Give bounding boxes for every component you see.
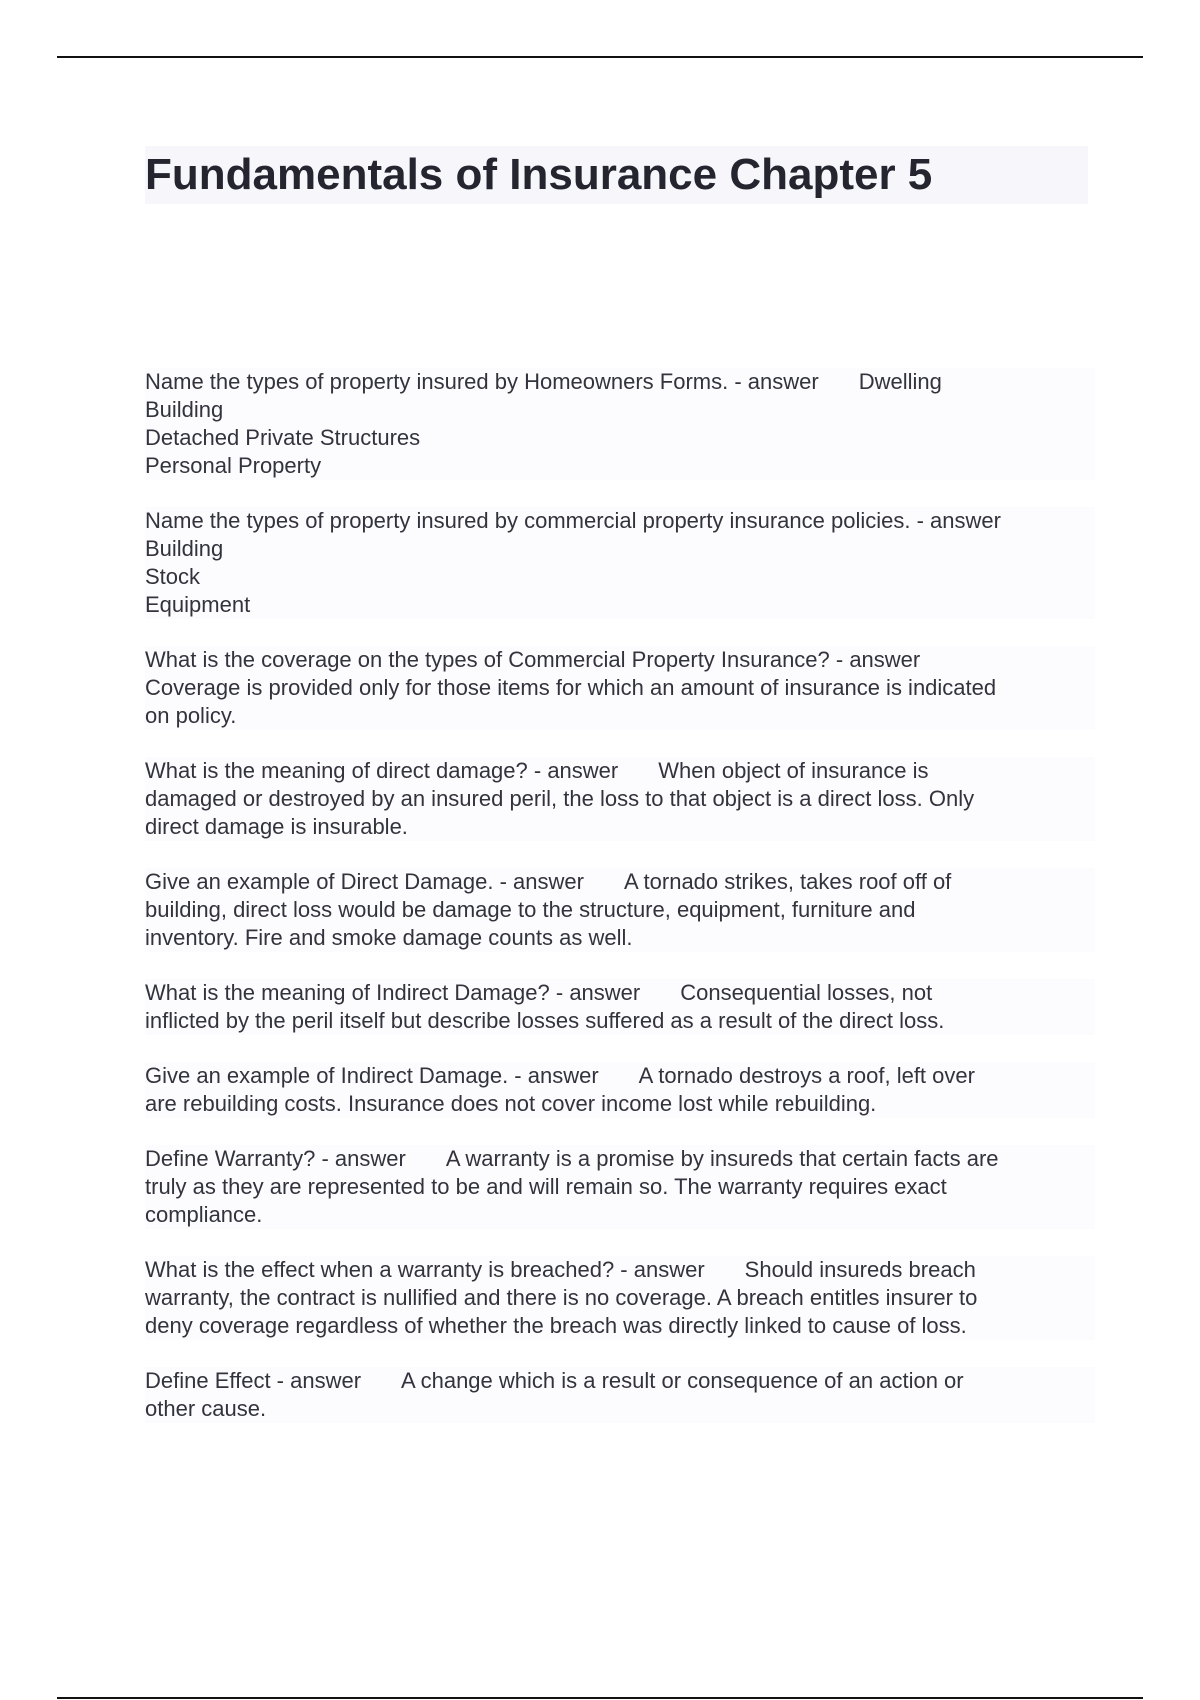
answer-text: Detached Private Structures	[145, 425, 421, 450]
answer-text: truly as they are represented to be and will remain so. The warranty requires exact	[145, 1174, 947, 1199]
answer-text: direct damage is insurable.	[145, 814, 408, 839]
qa-item	[145, 868, 1095, 952]
qa-line	[145, 1284, 1095, 1312]
answer-text: Personal Property	[145, 453, 322, 478]
answer-text: building, direct loss would be damage to the structure, equipment, furniture and	[145, 897, 916, 922]
qa-line	[145, 1090, 1095, 1118]
answer-text: Consequential losses, not	[680, 980, 933, 1005]
qa-line	[145, 979, 1095, 1007]
qa-line	[145, 1367, 1095, 1395]
answer-text: inflicted by the peril itself but describe losses suffered as a result of the direct loss.	[145, 1008, 945, 1033]
qa-item	[145, 646, 1095, 730]
question-text: Define Effect - answer	[145, 1368, 362, 1393]
qa-line	[145, 1007, 1095, 1035]
answer-text: are rebuilding costs. Insurance does not cover income lost while rebuilding.	[145, 1091, 877, 1116]
answer-text: inventory. Fire and smoke damage counts as well.	[145, 925, 633, 950]
answer-text: Building	[145, 397, 224, 422]
answer-text: other cause.	[145, 1396, 267, 1421]
qa-line	[145, 1062, 1095, 1090]
answer-text: Dwelling	[858, 369, 942, 394]
qa-line	[145, 702, 1095, 730]
question-text: What is the meaning of Indirect Damage? - answer	[145, 980, 641, 1005]
qa-line	[145, 1395, 1095, 1423]
qa-line	[145, 896, 1095, 924]
qa-item	[145, 1145, 1095, 1229]
qa-item	[145, 368, 1095, 480]
answer-text: Coverage is provided only for those items for which an amount of insurance is indicated	[145, 675, 997, 700]
qa-line	[145, 1201, 1095, 1229]
qa-item	[145, 507, 1095, 619]
qa-item	[145, 1367, 1095, 1423]
answer-text: A tornado destroys a roof, left over	[638, 1063, 975, 1088]
answer-text: Stock	[145, 564, 201, 589]
answer-text: damaged or destroyed by an insured peril, the loss to that object is a direct loss. Only	[145, 786, 975, 811]
page-title: Fundamentals of Insurance Chapter 5	[145, 146, 1088, 204]
bottom-rule	[57, 1697, 1143, 1699]
answer-text: Equipment	[145, 592, 251, 617]
qa-line	[145, 563, 1095, 591]
qa-list	[145, 368, 1095, 1450]
qa-item	[145, 1062, 1095, 1118]
qa-item	[145, 1256, 1095, 1340]
answer-text: deny coverage regardless of whether the breach was directly linked to cause of loss.	[145, 1313, 967, 1338]
answer-text: When object of insurance is	[658, 758, 929, 783]
qa-line	[145, 452, 1095, 480]
qa-line	[145, 813, 1095, 841]
qa-line	[145, 507, 1095, 535]
answer-text: Building	[145, 536, 224, 561]
qa-line	[145, 924, 1095, 952]
qa-line	[145, 785, 1095, 813]
answer-text: A tornado strikes, takes roof off of	[623, 869, 952, 894]
answer-text: A change which is a result or consequence of an action or	[401, 1368, 964, 1393]
top-rule	[57, 56, 1143, 58]
answer-text: Should insureds breach	[744, 1257, 976, 1282]
answer-text: warranty, the contract is nullified and there is no coverage. A breach entitles insurer to	[145, 1285, 978, 1310]
qa-line	[145, 1256, 1095, 1284]
qa-line	[145, 646, 1095, 674]
qa-line	[145, 368, 1095, 396]
qa-line	[145, 396, 1095, 424]
question-text: Give an example of Direct Damage. - answer	[145, 869, 584, 894]
qa-line	[145, 868, 1095, 896]
qa-line	[145, 591, 1095, 619]
qa-line	[145, 535, 1095, 563]
question-text: What is the effect when a warranty is breached? - answer	[145, 1257, 705, 1282]
question-text: What is the meaning of direct damage? - answer	[145, 758, 619, 783]
answer-text: A warranty is a promise by insureds that certain facts are	[445, 1146, 999, 1171]
qa-item	[145, 979, 1095, 1035]
question-text: Name the types of property insured by commercial property insurance policies. - answer	[145, 508, 1001, 533]
qa-line	[145, 424, 1095, 452]
qa-line	[145, 674, 1095, 702]
question-text: Name the types of property insured by Homeowners Forms. - answer	[145, 369, 819, 394]
qa-line	[145, 1312, 1095, 1340]
answer-text: compliance.	[145, 1202, 263, 1227]
qa-line	[145, 757, 1095, 785]
answer-text: on policy.	[145, 703, 237, 728]
qa-line	[145, 1145, 1095, 1173]
qa-line	[145, 1173, 1095, 1201]
qa-item	[145, 757, 1095, 841]
question-text: Define Warranty? - answer	[145, 1146, 406, 1171]
question-text: What is the coverage on the types of Commercial Property Insurance? - answer	[145, 647, 921, 672]
question-text: Give an example of Indirect Damage. - answer	[145, 1063, 599, 1088]
